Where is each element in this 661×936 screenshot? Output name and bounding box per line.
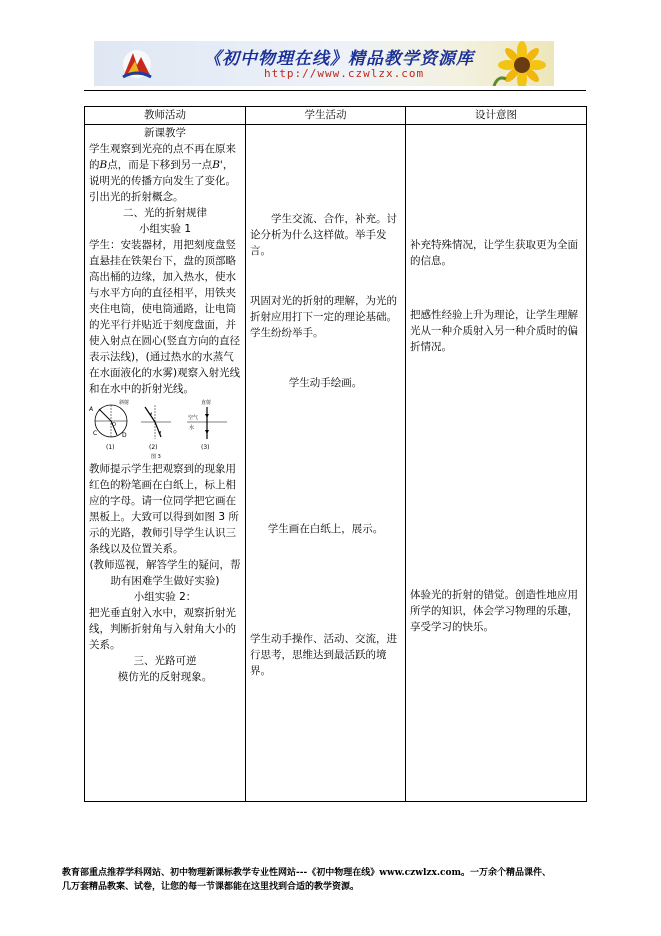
group-experiment-2: 小组实验 2： [133,591,197,603]
design-text-experience: 体验光的折射的错觉。创造性地应用所学的知识，体会学习物理的乐趣，享受学习的快乐。 [410,589,578,633]
student-text-show: 学生画在白纸上，展示。 [267,523,384,535]
teacher-text-observe: 学生观察到光亮的点不再在原来的B点，而是下移到另一点B'，说明光的传播方向发生了变化。引出光的折射概念。 [89,143,236,203]
section-reversible-path: 三、光路可逆 [133,655,197,667]
svg-text:(2): (2) [149,444,158,451]
student-text-consolidate: 巩固对光的折射的理解，为光的折射应用打下一定的理论基础。学生纷纷举手。 [250,295,397,339]
student-text-operate: 学生动手操作、活动、交流，进行思考，思维达到最活跃的境界。 [250,633,397,677]
design-text-supplement: 补充特殊情况，让学生获取更为全面的信息。 [410,239,578,267]
banner-title: 《初中物理在线》精品教学资源库 [204,49,474,69]
svg-text:直射: 直射 [201,400,212,406]
sunflower-icon [488,41,550,86]
teacher-text-patrol: (教师巡视，解答学生的疑问，帮助有困难学生做好实验) [89,559,241,587]
student-text-drawing: 学生动手绘画。 [288,377,363,389]
teacher-activity-cell [85,125,246,802]
section-new-lesson: 新课教学 [144,127,186,139]
header-design: 设计意图 [406,107,587,125]
site-logo-icon [120,47,154,81]
svg-text:图 3: 图 3 [151,454,161,459]
design-intent-cell [406,125,587,802]
svg-text:水: 水 [189,425,195,431]
svg-text:(3): (3) [201,444,210,451]
refraction-figure [89,399,239,459]
teacher-text-vertical: 把光垂直射入水中，观察折射光线，判断折射角与入射角大小的关系。 [89,607,236,651]
header-rule [84,90,586,91]
student-text-discuss: 学生交流、合作，补充。讨论分析为什么这样做。举手发言。 [250,213,397,257]
footer-line-2: 几万套精品教案、试卷，让您的每一节课都能在这里找到合适的教学资源。 [62,882,360,892]
teacher-text-setup: 学生：安装器材，用把刻度盘竖直悬挂在铁架台下，盘的顶部略高出桶的边缘，加入热水，使水与水平方向的直径相平，用铁夹夹住电筒，使电筒通路，让电筒的光平行并贴近于刻度盘面，并使入射点在圆心(竖直方向的直径表示法线)，(通过热水的水蒸气在水面液化的水雾)观察入射光线和在水中的折射光线。 [89,239,241,395]
svg-text:C: C [93,430,98,437]
footer-line-1: 教育部重点推荐学科网站、初中物理新课标教学专业性网站---《初中物理在线》www.czwlzx.com。一万余个精品课件、 [62,868,552,878]
section-refraction-law: 二、光的折射规律 [123,207,207,219]
svg-text:D: D [122,432,127,439]
svg-text:斜射: 斜射 [119,400,130,406]
page-footer [62,866,622,894]
design-text-theory: 把感性经验上升为理论，让学生理解光从一种介质射入另一种介质时的偏折情况。 [410,309,578,353]
table-header-row [85,107,587,125]
table-row [85,125,587,802]
svg-text:O: O [112,422,116,428]
lesson-table [84,106,587,802]
teacher-text-imitate: 模仿光的反射现象。 [117,671,213,683]
group-experiment-1: 小组实验 1 [138,223,192,235]
header-banner [94,41,554,86]
header-student: 学生活动 [246,107,406,125]
banner-url[interactable]: http://www.czwlzx.com [264,67,425,80]
teacher-text-draw: 教师提示学生把观察到的现象用红色的粉笔画在白纸上，标上相应的字母。请一位同学把它画在黑板上。大致可以得到如图 3 所示的光路，教师引导学生认识三条线以及位置关系。 [89,463,239,555]
svg-text:空气: 空气 [188,415,199,421]
svg-text:A: A [89,406,94,413]
header-teacher: 教师活动 [85,107,246,125]
student-activity-cell [246,125,406,802]
svg-text:(1): (1) [106,444,115,451]
